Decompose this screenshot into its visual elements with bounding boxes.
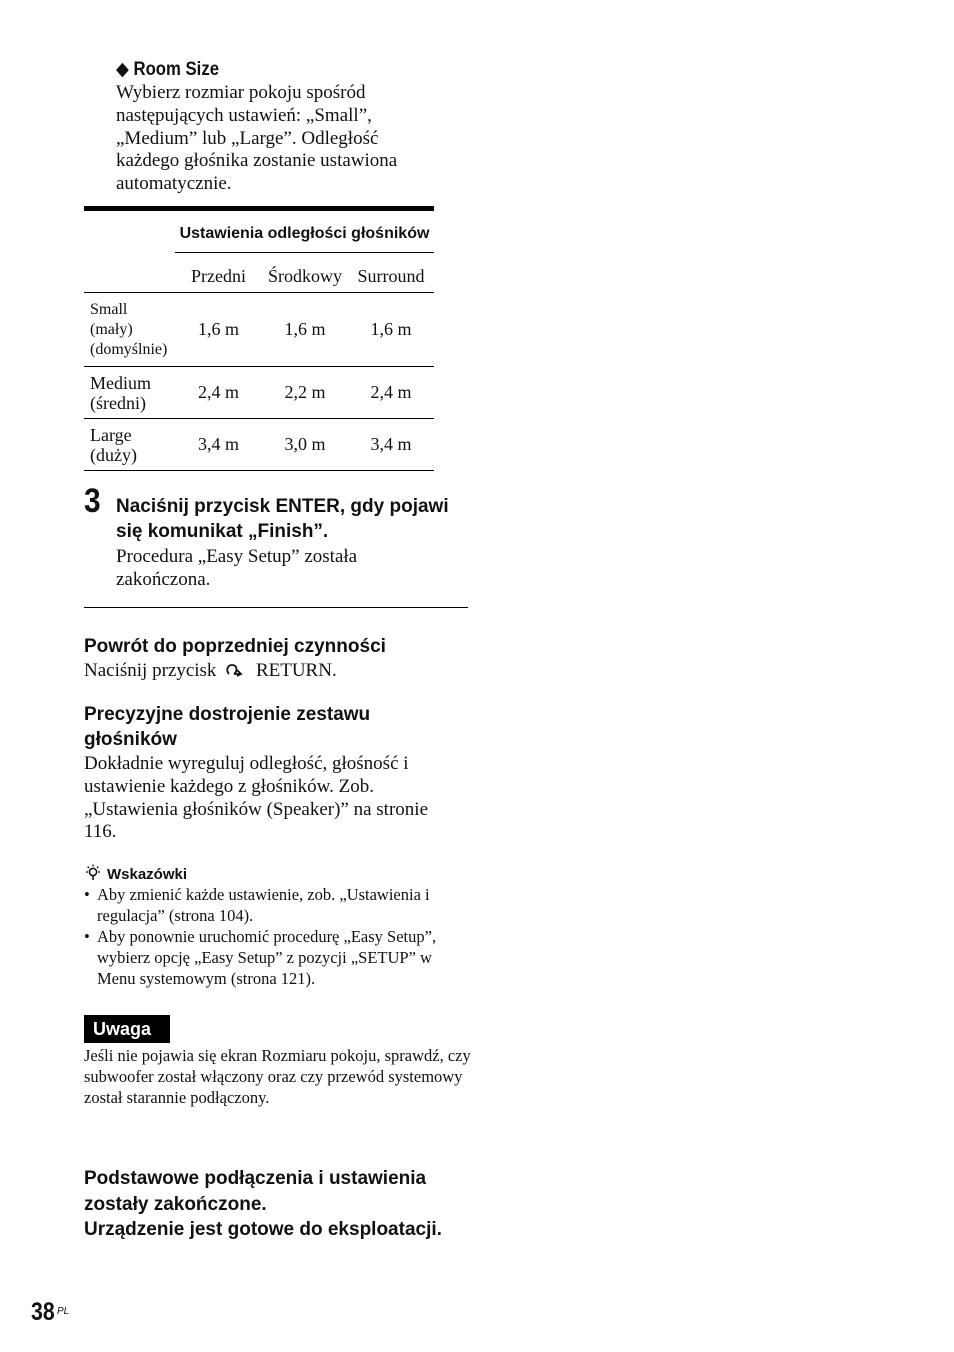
step-title: Naciśnij przycisk ENTER, gdy pojawi się komunikat „Finish”. — [116, 496, 449, 542]
table-cell: 2,4 m — [348, 367, 434, 419]
table-corner-cell — [84, 209, 175, 262]
row-label-small: Small (mały) (domyślnie) — [84, 293, 175, 367]
bullet: • — [84, 885, 90, 904]
tip-item: • Aby zmienić każde ustawienie, zob. „Ustawienia i regulacja” (strona 104). — [84, 885, 430, 925]
back-section-title: Powrót do poprzedniej czynności — [84, 636, 386, 657]
fine-tuning-body: Dokładnie wyreguluj odległość, głośność i ustawienie każdego z głośników. Zob. „Ustawienia głośników (Speaker)” na stronie 116. — [84, 753, 429, 843]
speaker-distance-table — [84, 206, 434, 471]
back-section-body: Naciśnij przycisk RETURN. — [84, 660, 337, 681]
table-cell: 3,4 m — [348, 419, 434, 471]
table-row — [84, 367, 434, 419]
table-cell: 2,4 m — [175, 367, 262, 419]
row-label-medium: Medium (średni) — [84, 367, 175, 419]
section-divider — [84, 607, 468, 608]
room-size-description: Wybierz rozmiar pokoju spośród następujących ustawień: „Small”, „Medium” lub „Large”. Odległość każdego głośnika zostanie ustawiona automatycznie. — [116, 82, 398, 195]
bullet: • — [84, 927, 90, 946]
lightbulb-icon — [84, 864, 102, 882]
note-body: Jeśli nie pojawia się ekran Rozmiaru pokoju, sprawdź, czy subwoofer został włączony oraz czy przewód systemowy został starannie podłączony. — [84, 1046, 471, 1107]
page-number: 38 — [31, 1298, 55, 1326]
tips-heading: Wskazówki — [84, 864, 187, 883]
table-row — [84, 419, 434, 471]
note-badge: Uwaga — [84, 1015, 170, 1043]
table-cell: 3,4 m — [175, 419, 262, 471]
room-size-heading — [116, 58, 219, 81]
table-header-center: Środkowy — [262, 261, 348, 293]
table-header-surround: Surround — [348, 261, 434, 293]
table-header-front: Przedni — [175, 261, 262, 293]
page-language-code: PL — [57, 1306, 70, 1317]
table-header-empty — [84, 261, 175, 293]
table-group-header: Ustawienia odległości głośników — [175, 224, 434, 253]
step-description: Procedura „Easy Setup” została zakończona. — [116, 546, 358, 590]
diamond-bullet-icon: ◆ — [116, 59, 129, 80]
table-cell: 1,6 m — [175, 293, 262, 367]
step-number: 3 — [84, 482, 101, 520]
tip-item: • Aby ponownie uruchomić procedurę „Easy Setup”, wybierz opcję „Easy Setup” z pozycji „SETUP” w Menu systemowym (strona 121). — [84, 927, 437, 988]
row-label-large: Large (duży) — [84, 419, 175, 471]
completion-message: Podstawowe podłączenia i ustawienia zostały zakończone. Urządzenie jest gotowe do eksploatacji. — [84, 1168, 442, 1240]
return-icon — [225, 662, 245, 678]
table-row — [84, 293, 434, 367]
table-cell: 1,6 m — [348, 293, 434, 367]
table-cell: 1,6 m — [262, 293, 348, 367]
table-cell: 3,0 m — [262, 419, 348, 471]
room-size-heading-text: Room Size — [133, 59, 219, 80]
fine-tuning-title: Precyzyjne dostrojenie zestawu głośników — [84, 704, 371, 750]
table-cell: 2,2 m — [262, 367, 348, 419]
